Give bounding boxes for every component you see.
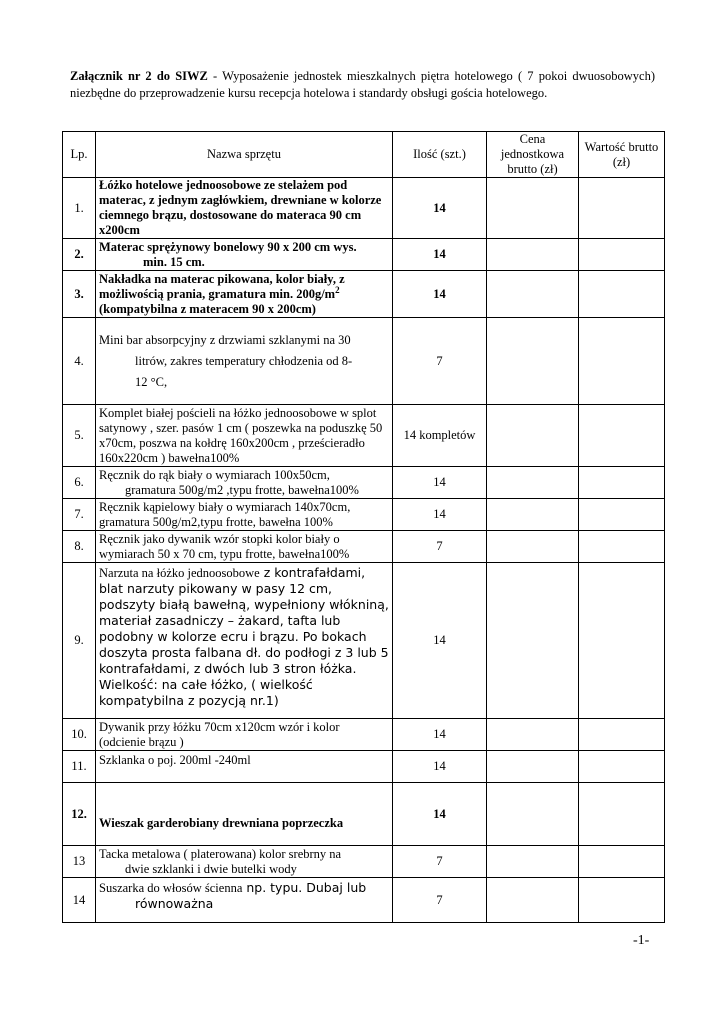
row-name-line: 12 °C, bbox=[135, 374, 168, 389]
header-qty: Ilość (szt.) bbox=[393, 132, 487, 178]
row-qty: 14 bbox=[393, 271, 487, 318]
row-value bbox=[579, 719, 665, 751]
row-name-line: Nakładka na materac pikowana, kolor biały, z możliwością prania, gramatura min. 200g/m bbox=[99, 271, 345, 301]
row-name-line: gramatura 500g/m2 ,typu frotte, bawełna100% bbox=[125, 482, 359, 497]
row-value bbox=[579, 499, 665, 531]
row-price bbox=[487, 783, 579, 846]
row-name bbox=[96, 563, 393, 719]
row-name-line: Materac sprężynowy bonelowy 90 x 200 cm wys. bbox=[99, 239, 357, 254]
row-price bbox=[487, 563, 579, 719]
row-value bbox=[579, 178, 665, 239]
row-qty: 14 bbox=[393, 499, 487, 531]
row-lp: 9. bbox=[63, 563, 96, 719]
row-lp: 12. bbox=[63, 783, 96, 846]
row-lp: 6. bbox=[63, 467, 96, 499]
header-name: Nazwa sprzętu bbox=[96, 132, 393, 178]
row-qty: 14 bbox=[393, 467, 487, 499]
row-name: Komplet białej pościeli na łóżko jednoosobowe w splot satynowy , szer. pasów 1 cm ( poszewka na poduszkę 50 x70cm, poszwa na kołdrę 160x200cm , prześcieradło 160x220cm ) bawełna100% bbox=[96, 405, 393, 467]
row-name bbox=[96, 239, 393, 271]
row-name: Ręcznik kąpielowy biały o wymiarach 140x70cm, gramatura 500g/m2,typu frotte, bawełna 100% bbox=[96, 499, 393, 531]
row-lp: 11. bbox=[63, 751, 96, 783]
table-row bbox=[63, 751, 665, 783]
row-name bbox=[96, 846, 393, 878]
row-name: Wieszak garderobiany drewniana poprzeczka bbox=[96, 783, 393, 846]
intro-paragraph bbox=[70, 68, 655, 102]
row-value bbox=[579, 318, 665, 405]
row-name-line: z kontrafałdami, blat narzuty pikowany w pasy 12 cm, podszyty białą bawełną, wypełniony włókniną, materiał zasadniczy – żakard, tafta lub podobny w kolorze ecru i brązu. Po bokach doszyta prosta falbana dł. do podłogi z 3 lub 5 kontrafałdami, z dwóch lub 3 stron łóżka. Wielkość: na całe łóżko, ( wielkość kompatybilna z pozycją nr.1) bbox=[99, 565, 389, 708]
table-row bbox=[63, 783, 665, 846]
table-row bbox=[63, 878, 665, 923]
row-name bbox=[96, 878, 393, 923]
row-name-line: Suszarka do włosów ścienna bbox=[99, 881, 243, 895]
row-name: Ręcznik jako dywanik wzór stopki kolor biały o wymiarach 50 x 70 cm, typu frotte, bawełna100% bbox=[96, 531, 393, 563]
row-value bbox=[579, 878, 665, 923]
table-row bbox=[63, 719, 665, 751]
table-row bbox=[63, 467, 665, 499]
row-name bbox=[96, 318, 393, 405]
equipment-table bbox=[62, 131, 665, 923]
row-price bbox=[487, 467, 579, 499]
row-name-line: min. 15 cm. bbox=[143, 254, 205, 269]
row-value bbox=[579, 751, 665, 783]
page-number: -1- bbox=[633, 933, 650, 948]
row-value bbox=[579, 846, 665, 878]
intro-text: - Wyposażenie jednostek mieszkalnych piętra hotelowego ( 7 pokoi dwuosobowych) niezbędne do przeprowadzenie kursu recepcja hotelowa i standardy obsługi gościa hotelowego. bbox=[70, 69, 656, 100]
table-row bbox=[63, 318, 665, 405]
row-name-line: Narzuta na łóżko jednoosobowe bbox=[99, 566, 260, 580]
row-price bbox=[487, 531, 579, 563]
row-value bbox=[579, 239, 665, 271]
table-row bbox=[63, 271, 665, 318]
header-value: Wartość brutto (zł) bbox=[579, 132, 665, 178]
row-name-line: np. typu. Dubaj lub bbox=[242, 880, 367, 895]
row-lp: 8. bbox=[63, 531, 96, 563]
row-lp: 3. bbox=[63, 271, 96, 318]
table-header-row bbox=[63, 132, 665, 178]
row-price bbox=[487, 239, 579, 271]
row-price bbox=[487, 878, 579, 923]
row-name: Szklanka o poj. 200ml -240ml bbox=[96, 751, 393, 783]
row-name-line: dwie szklanki i dwie butelki wody bbox=[125, 861, 297, 876]
row-lp: 5. bbox=[63, 405, 96, 467]
row-name-line: litrów, zakres temperatury chłodzenia od 8- bbox=[135, 353, 353, 368]
row-qty: 14 bbox=[393, 751, 487, 783]
row-name-line: Mini bar absorpcyjny z drzwiami szklanymi na 30 bbox=[99, 332, 351, 347]
row-price bbox=[487, 846, 579, 878]
row-value bbox=[579, 405, 665, 467]
table-row bbox=[63, 239, 665, 271]
row-lp: 1. bbox=[63, 178, 96, 239]
row-lp: 2. bbox=[63, 239, 96, 271]
header-price: Cena jednostkowa brutto (zł) bbox=[487, 132, 579, 178]
row-price bbox=[487, 751, 579, 783]
row-value bbox=[579, 563, 665, 719]
row-lp: 10. bbox=[63, 719, 96, 751]
row-name: Dywanik przy łóżku 70cm x120cm wzór i kolor (odcienie brązu ) bbox=[96, 719, 393, 751]
row-qty: 7 bbox=[393, 846, 487, 878]
row-value bbox=[579, 271, 665, 318]
row-qty: 7 bbox=[393, 531, 487, 563]
row-qty: 7 bbox=[393, 878, 487, 923]
row-price bbox=[487, 178, 579, 239]
row-name-line: (kompatybilna z materacem 90 x 200cm) bbox=[99, 301, 316, 316]
row-qty: 14 bbox=[393, 178, 487, 239]
row-lp: 4. bbox=[63, 318, 96, 405]
row-price bbox=[487, 405, 579, 467]
table-row bbox=[63, 846, 665, 878]
attachment-title: Załącznik nr 2 do SIWZ bbox=[70, 69, 208, 83]
row-name-superscript: 2 bbox=[335, 284, 340, 295]
table-row bbox=[63, 563, 665, 719]
row-name bbox=[96, 467, 393, 499]
row-lp: 14 bbox=[63, 878, 96, 923]
table-row bbox=[63, 531, 665, 563]
row-value bbox=[579, 467, 665, 499]
row-value bbox=[579, 783, 665, 846]
row-name-line: Tacka metalowa ( platerowana) kolor srebrny na bbox=[99, 846, 342, 861]
row-qty: 14 kompletów bbox=[393, 405, 487, 467]
table-row bbox=[63, 405, 665, 467]
row-price bbox=[487, 271, 579, 318]
row-name: Łóżko hotelowe jednoosobowe ze stelażem pod materac, z jednym zagłówkiem, drewniane w kolorze ciemnego brązu, dostosowane do materaca 90 cm x200cm bbox=[96, 178, 393, 239]
table-row bbox=[63, 499, 665, 531]
row-price bbox=[487, 499, 579, 531]
row-price bbox=[487, 318, 579, 405]
row-name-line: równoważna bbox=[135, 896, 214, 911]
row-qty: 14 bbox=[393, 719, 487, 751]
header-lp: Lp. bbox=[63, 132, 96, 178]
row-name bbox=[96, 271, 393, 318]
row-lp: 7. bbox=[63, 499, 96, 531]
row-lp: 13 bbox=[63, 846, 96, 878]
table-row bbox=[63, 178, 665, 239]
row-qty: 14 bbox=[393, 239, 487, 271]
row-qty: 14 bbox=[393, 563, 487, 719]
row-value bbox=[579, 531, 665, 563]
row-name-line: Ręcznik do rąk biały o wymiarach 100x50cm, bbox=[99, 467, 330, 482]
row-price bbox=[487, 719, 579, 751]
row-qty: 14 bbox=[393, 783, 487, 846]
row-qty: 7 bbox=[393, 318, 487, 405]
